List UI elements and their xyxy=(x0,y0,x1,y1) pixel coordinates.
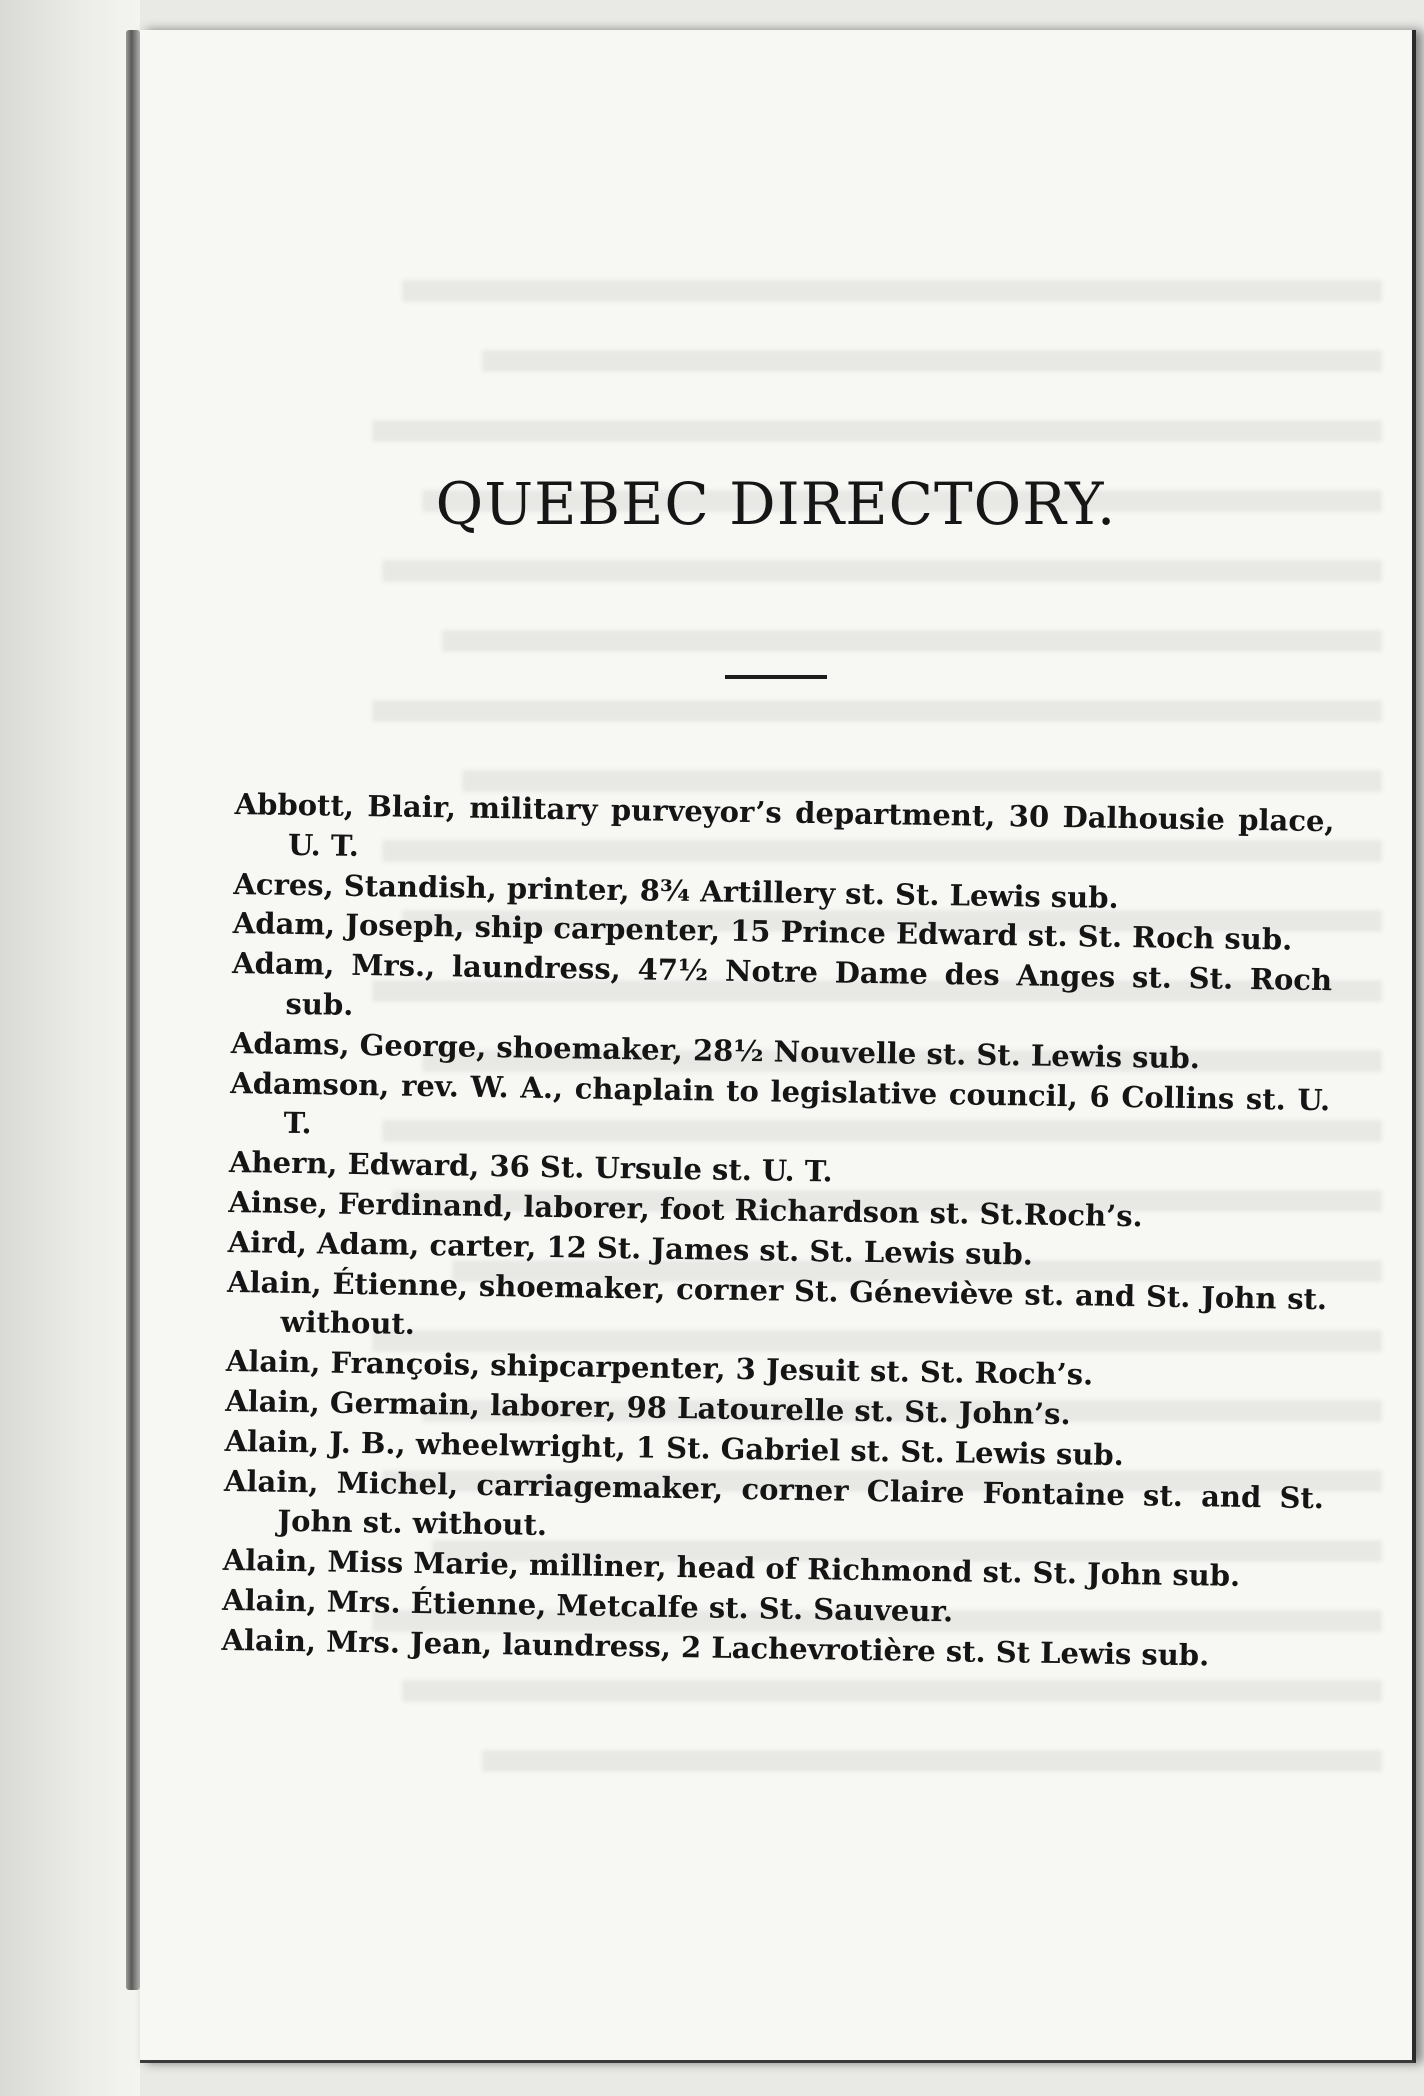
directory-entry: Alain, Miss Marie, milliner, head of Richmond st. St. John sub. xyxy=(222,1543,1241,1594)
directory-entry: Ainse, Ferdinand, laborer, foot Richardson st. St.Roch’s. xyxy=(228,1184,1143,1234)
directory-entry: Alain, Michel, carriagemaker, corner Claire Fontaine st. and St. John st. without. xyxy=(223,1463,1325,1543)
directory-entry: Alain, Étienne, shoemaker, corner St. Géneviève st. and St. John st. without. xyxy=(226,1264,1328,1342)
paper-page xyxy=(140,30,1416,2063)
directory-entry: Alain, Germain, laborer, 98 Latourelle st. St. John’s. xyxy=(225,1383,1071,1432)
directory-entry: Adam, Joseph, ship carpenter, 15 Prince Edward st. St. Roch sub. xyxy=(232,906,1293,958)
title-rule xyxy=(725,675,827,679)
page-title: QUEBEC DIRECTORY. xyxy=(435,470,1117,538)
directory-entry: Alain, Mrs. Étienne, Metcalfe st. St. Sauveur. xyxy=(221,1582,954,1629)
directory-entry: Alain, François, shipcarpenter, 3 Jesuit st. St. Roch’s. xyxy=(225,1344,1094,1392)
directory-entries xyxy=(221,785,1335,1678)
directory-entry: Alain, Mrs. Jean, laundress, 2 Lachevrotière st. St Lewis sub. xyxy=(221,1622,1210,1673)
directory-entry: Adams, George, shoemaker, 28½ Nouvelle st. St. Lewis sub. xyxy=(230,1025,1201,1075)
directory-entry: Ahern, Edward, 36 St. Ursule st. U. T. xyxy=(228,1145,833,1189)
directory-entry: Aird, Adam, carter, 12 St. James st. St. Lewis sub. xyxy=(227,1224,1034,1272)
facing-page-edge xyxy=(0,0,140,2096)
book-binding xyxy=(126,30,140,1990)
directory-entry: Adam, Mrs., laundress, 47½ Notre Dame des Anges st. St. Roch sub. xyxy=(231,946,1333,1022)
directory-entry: Acres, Standish, printer, 8¾ Artillery st. St. Lewis sub. xyxy=(233,866,1119,915)
directory-entry: Alain, J. B., wheelwright, 1 St. Gabriel st. St. Lewis sub. xyxy=(224,1423,1125,1472)
directory-entry: Adamson, rev. W. A., chaplain to legislative council, 6 Collins st. U. T. xyxy=(230,1065,1331,1141)
directory-entry: Abbott, Blair, military purveyor’s department, 30 Dalhousie place, U. T. xyxy=(234,786,1335,863)
